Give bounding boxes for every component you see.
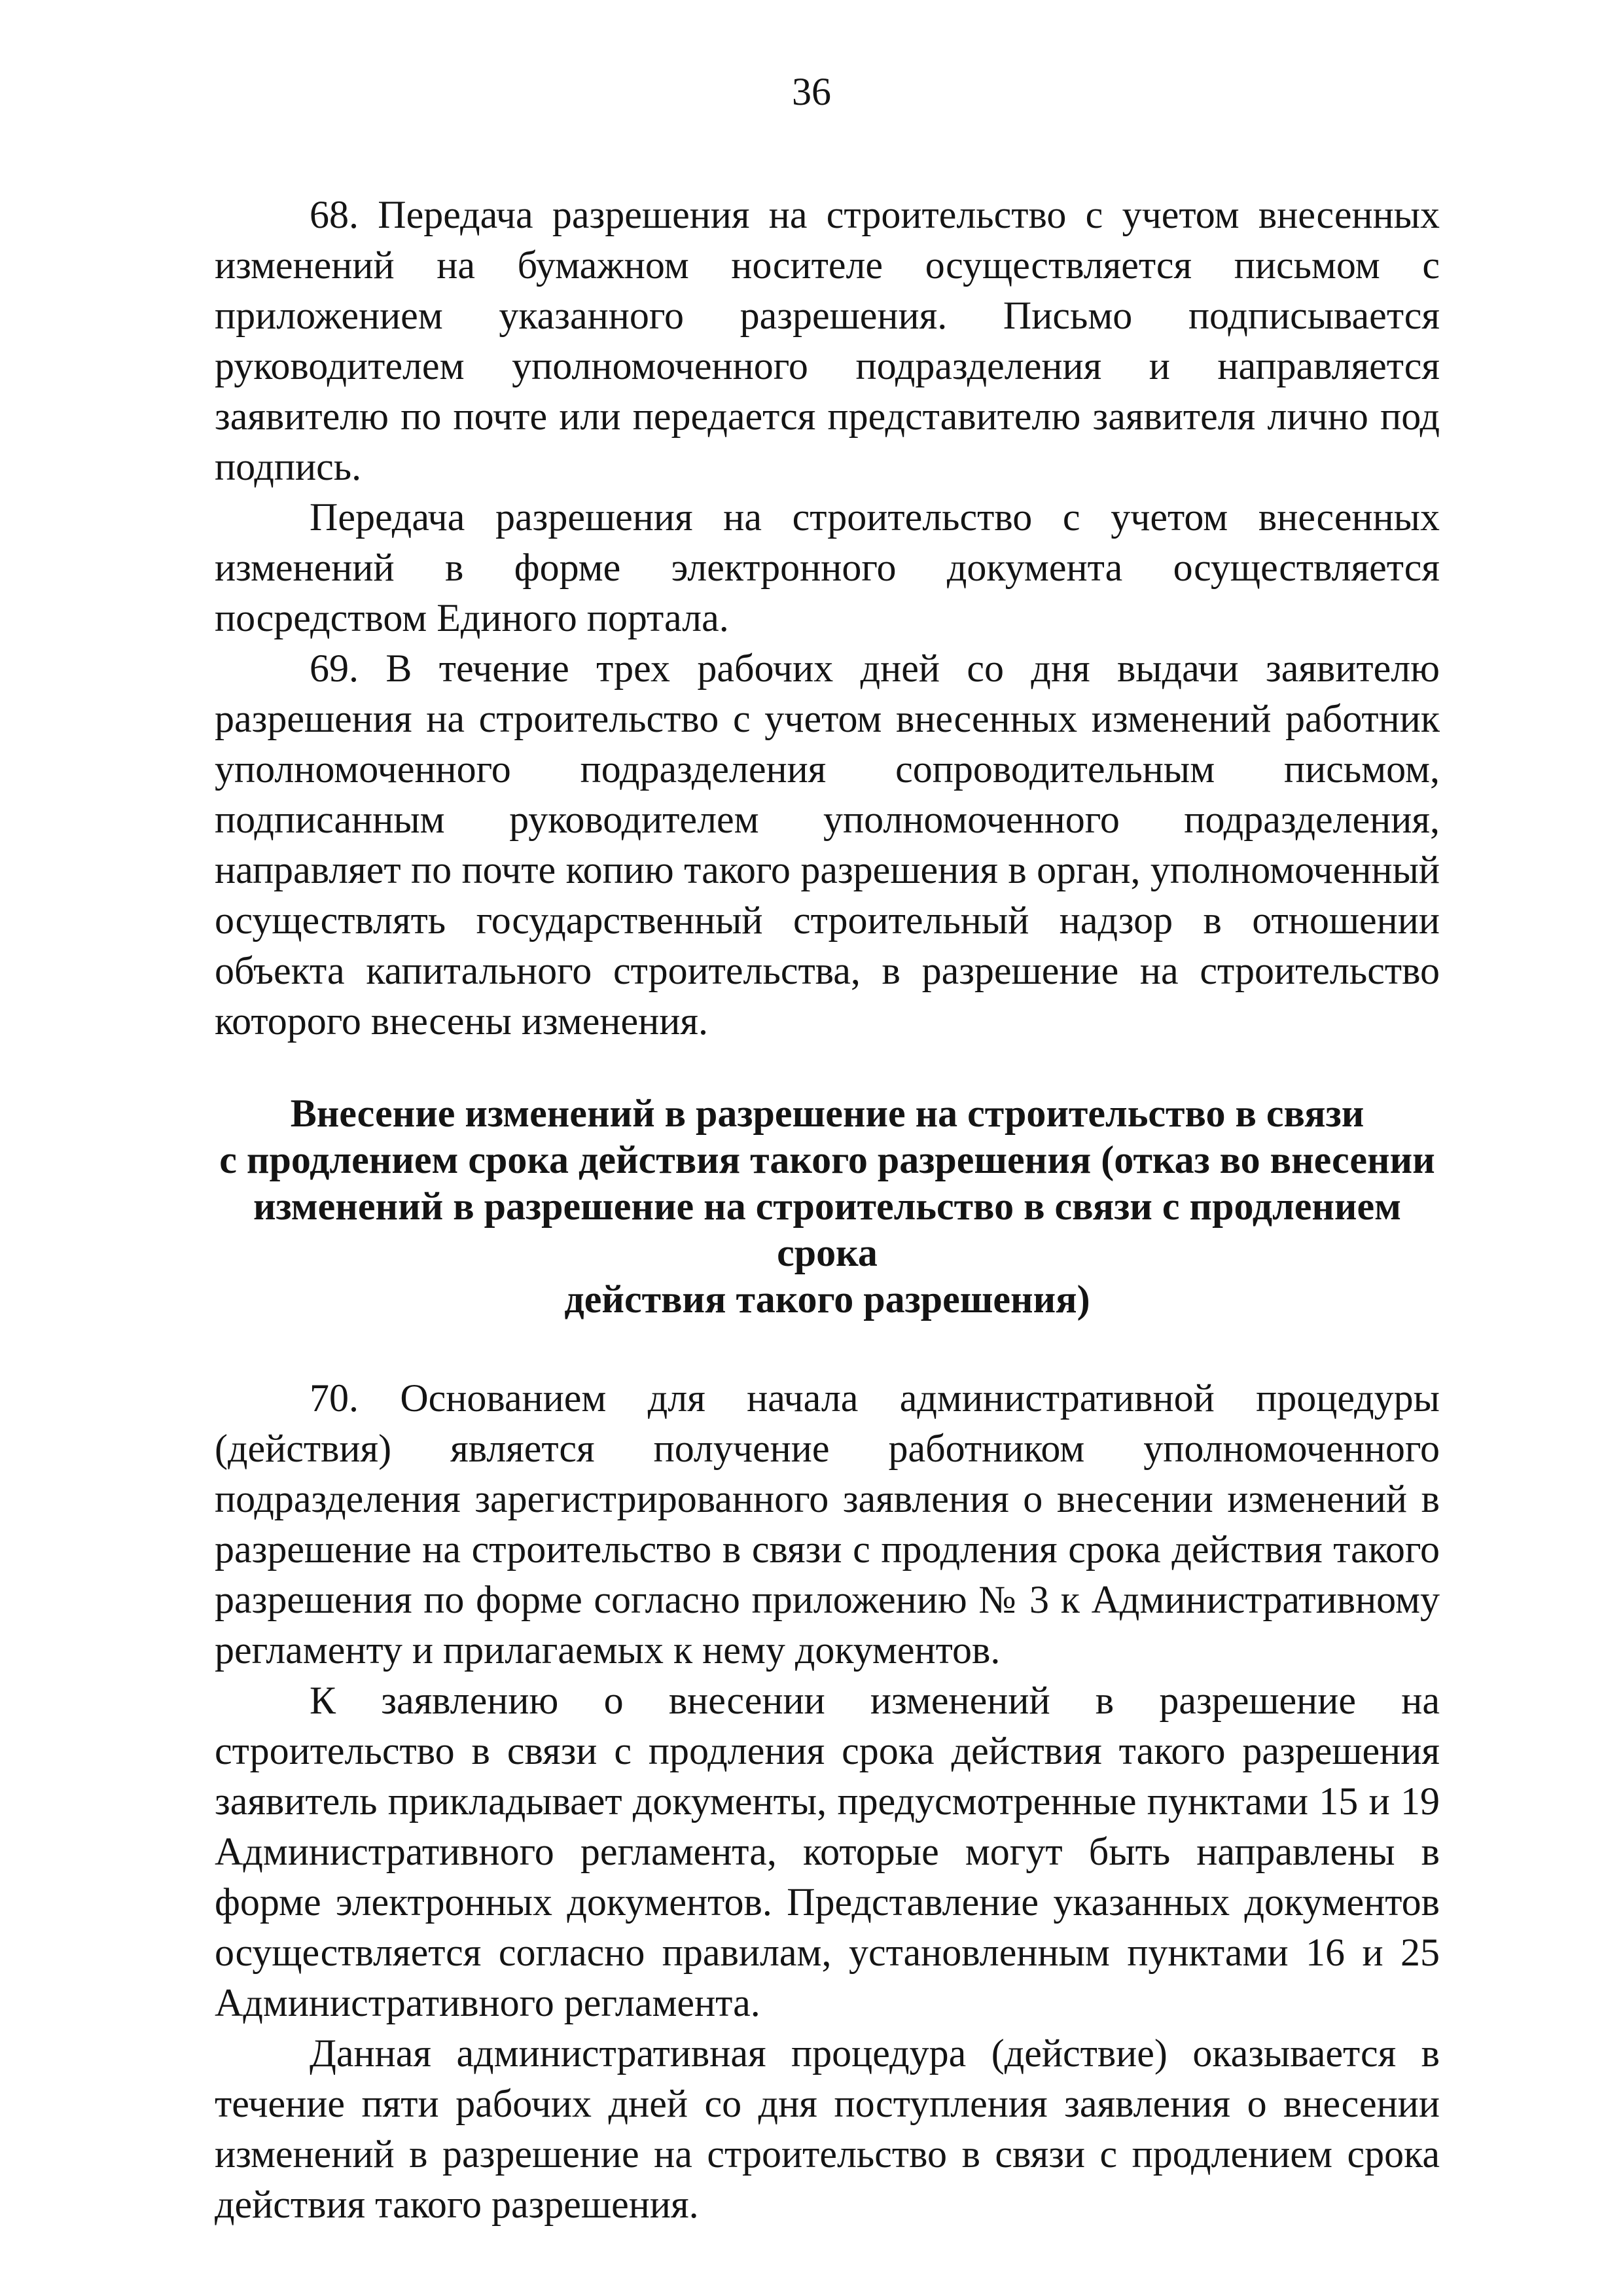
document-body: [215, 190, 1440, 2230]
paragraph-70: 70. Основанием для начала административной процедуры (действия) является получение работником уполномоченного подразделения зарегистрированного заявления о внесении изменений в разрешение на строительство в связи с продления срока действия такого разрешения по форме согласно приложению № 3 к Административному регламенту и прилагаемых к нему документов.: [215, 1376, 1440, 1672]
paragraph-68-electronic: Передача разрешения на строительство с учетом внесенных изменений в форме электронного документа осуществляется посредством Единого портала.: [215, 495, 1440, 639]
section-heading-line: действия такого разрешения): [564, 1278, 1090, 1321]
section-heading: [215, 1090, 1440, 1323]
page-number: 36: [792, 70, 831, 113]
section-heading-line: Внесение изменений в разрешение на строительство в связи: [290, 1092, 1364, 1135]
paragraph-70-term: Данная административная процедура (действие) оказывается в течение пяти рабочих дней со дня поступления заявления о внесении изменений в разрешение на строительство в связи с продлением срока действия такого разрешения.: [215, 2032, 1440, 2226]
section-heading-line: изменений в разрешение на строительство в связи с продлением срока: [253, 1185, 1402, 1274]
paragraph-70-documents: К заявлению о внесении изменений в разрешение на строительство в связи с продления срока действия такого разрешения заявитель прикладывает документы, предусмотренные пунктами 15 и 19 Административного регламента, которые могут быть направлены в форме электронных документов. Представление указанных документов осуществляется согласно правилам, установленным пунктами 16 и 25 Административного регламента.: [215, 1679, 1440, 2024]
paragraph-68: 68. Передача разрешения на строительство с учетом внесенных изменений на бумажном носителе осуществляется письмом с приложением указанного разрешения. Письмо подписывается руководителем уполномоченного подразделения и направляется заявителю по почте или передается представителю заявителя лично под подпись.: [215, 193, 1440, 488]
paragraph-69: 69. В течение трех рабочих дней со дня выдачи заявителю разрешения на строительство с учетом внесенных изменений работник уполномоченного подразделения сопроводительным письмом, подписанным руководителем уполномоченного подразделения, направляет по почте копию такого разрешения в орган, уполномоченный осуществлять государственный строительный надзор в отношении объекта капитального строительства, в разрешение на строительство которого внесены изменения.: [215, 647, 1440, 1043]
section-heading-line: с продлением срока действия такого разрешения (отказ во внесении: [219, 1138, 1435, 1181]
